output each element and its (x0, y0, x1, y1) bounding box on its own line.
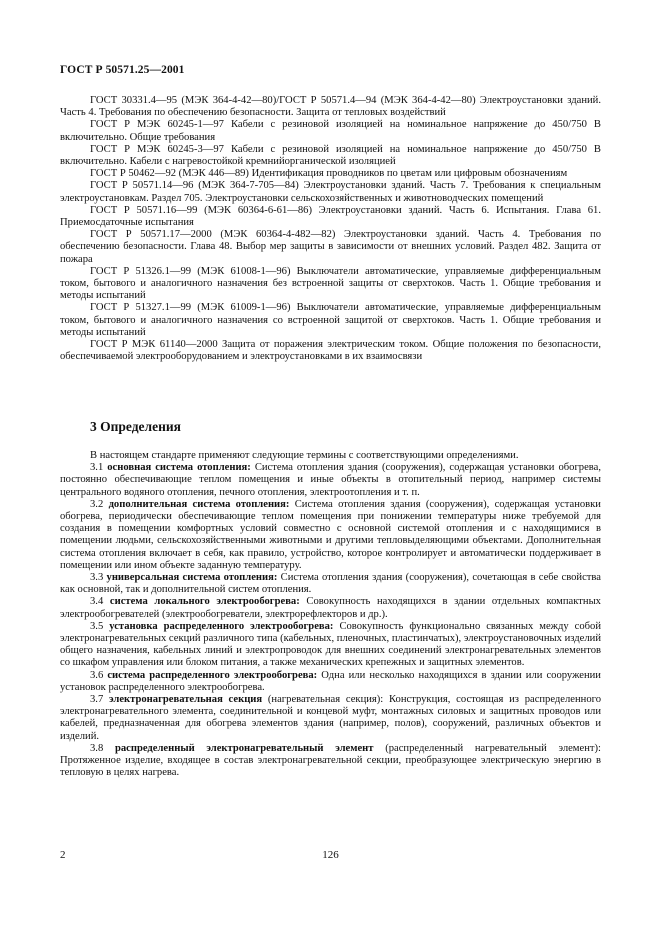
definition-item (60, 621, 601, 670)
definition-number: 3.7 (90, 694, 104, 706)
reference-item: ГОСТ Р 50571.17—2000 (МЭК 60364-4-482—82) Электроустановки зданий. Часть 4. Требования по обеспечению безопасности. Глава 48. Выбор мер защиты в зависимости от внешних условий. Раздел 482. Защита от пожара (60, 229, 601, 265)
definitions-list (60, 450, 601, 779)
definition-number: 3.3 (90, 572, 104, 584)
definition-text: (нагревательная секция): Конструкция, состоящая из распределенного электронагревательного элемента, соединительной и концевой муфт, монтажных силовых и защитных проводов или кабелей, предназначенная для обогрева элементов здания (например, полов), сооружений, различных объектов и изделий. (60, 694, 602, 742)
reference-item: ГОСТ Р 51327.1—99 (МЭК 61009-1—96) Выключатели автоматические, управляемые дифференциальным током, бытового и аналогичного назначения со встроенной защитой от сверхтоков. Часть 1. Общие требования и методы испытаний (60, 302, 601, 338)
definition-text: Система отопления здания (сооружения), сочетающая в себе свойства как основной, так и дополнительной систем отопления. (60, 572, 601, 596)
definition-item (60, 743, 601, 780)
definition-text: Система отопления здания (сооружения), содержащая установки обогрева, постоянно обеспечивающие теплом помещения и иные объекты в отопительный период, например системы центрального водяного отопления, печного отопления, электроотопления и т. п. (60, 462, 601, 498)
page-number-center: 126 (322, 849, 339, 861)
definition-term: распределенный электронагревательный элемент (114, 742, 374, 754)
definition-item (60, 596, 601, 620)
definition-item (60, 670, 601, 694)
reference-item: ГОСТ 30331.4—95 (МЭК 364-4-42—80)/ГОСТ Р 50571.4—94 (МЭК 364-4-42—80) Электроустановки зданий. Часть 4. Требования по обеспечению безопасности. Защита от тепловых воздействий (60, 95, 601, 119)
definition-number: 3.4 (90, 596, 104, 608)
reference-item: ГОСТ Р МЭК 60245-1—97 Кабели с резиновой изоляцией на номинальное напряжение до 450/750 В включительно. Общие требования (60, 119, 601, 143)
definition-term: электронагревательная секция (109, 694, 263, 706)
reference-item: ГОСТ Р МЭК 61140—2000 Защита от поражения электрическим током. Общие положения по безопасности, обеспечиваемой электрооборудованием и электроустановками в их взаимосвязи (60, 339, 601, 363)
definition-item (60, 694, 601, 743)
reference-item: ГОСТ Р 50571.14—96 (МЭК 364-7-705—84) Электроустановки зданий. Часть 7. Требования к специальным электроустановкам. Раздел 705. Электроустановки сельскохозяйственных и животноводческих помещений (60, 180, 601, 204)
definition-number: 3.1 (90, 462, 104, 474)
page-number-left: 2 (60, 849, 66, 861)
definition-number: 3.6 (90, 669, 104, 681)
reference-item: ГОСТ Р 51326.1—99 (МЭК 61008-1—96) Выключатели автоматические, управляемые дифференциальным током, бытового и аналогичного назначения без встроенной защиты от сверхтоков. Часть 1. Общие требования и методы испытаний (60, 265, 601, 302)
definition-term: основная система отопления: (107, 462, 251, 474)
section-title: 3 Определения (90, 419, 181, 434)
definition-text: (распределенный нагревательный элемент): Протяженное изделие, входящее в состав электронагревательной секции, преобразующее электрическую энергию в тепловую в целях нагрева. (60, 742, 601, 779)
definition-text: Система отопления здания (сооружения), содержащая установки обогрева, периодически обеспечивающие теплом помещения при понижении температуры ниже требуемой для создания в помещении комфортных условий совместно с основной системой отопления и с находящимися в помещении людьми, сельскохозяйственными животными и другими тепловыделяющими объектами. Дополнительная система отопления включает в себя, как правило, устройство, которое контролирует и автоматически поддерживает в помещении или ином объекте заданную температуру. (60, 498, 601, 571)
document-header: ГОСТ Р 50571.25—2001 (60, 64, 185, 76)
definition-term: универсальная система отопления: (106, 572, 278, 584)
definition-text: Совокупность находящихся в здании отдельных компактных электрообогревателей (электрообогреватели, электрорефлекторов и др.). (60, 596, 601, 620)
definition-item (60, 499, 601, 572)
definition-text: Совокупность функционально связанных между собой электронагревательных секций различного типа (кабельных, пленочных, пластинчатых), электроустановочных изделий общего назначения, кабельных линий и электропроводок для внешних соединений электронагревательных элементов со шкафом управления или блоком питания, а также механических крепежных и защитных элементов. (60, 620, 602, 669)
definition-text: Одна или несколько находящихся в здании или сооружении установок распределенного электрообогрева. (60, 669, 601, 693)
references-list (60, 95, 601, 363)
definition-item (60, 462, 601, 499)
section-intro: В настоящем стандарте применяют следующие термины с соответствующими определениями. (90, 450, 519, 461)
definition-item (60, 572, 601, 596)
definition-term: система распределенного электрообогрева: (107, 669, 318, 681)
reference-item: ГОСТ Р 50571.16—99 (МЭК 60364-6-61—86) Электроустановки зданий. Часть 6. Испытания. Глава 61. Приемосдаточные испытания (60, 204, 601, 229)
reference-item: ГОСТ Р МЭК 60245-3—97 Кабели с резиновой изоляцией на номинальное напряжение до 450/750 В включительно. Кабели с нагревостойкой кремнийорганической изоляцией (60, 143, 601, 168)
reference-item: ГОСТ Р 50462—92 (МЭК 446—89) Идентификация проводников по цветам или цифровым обозначениям (90, 168, 568, 180)
definition-term: установка распределенного электрообогрева: (109, 620, 334, 632)
definition-number: 3.8 (90, 742, 104, 754)
definition-term: система локального электрообогрева: (109, 596, 300, 608)
definition-term: дополнительная система отопления: (108, 498, 290, 510)
definition-number: 3.5 (90, 620, 104, 632)
definition-number: 3.2 (90, 498, 104, 510)
